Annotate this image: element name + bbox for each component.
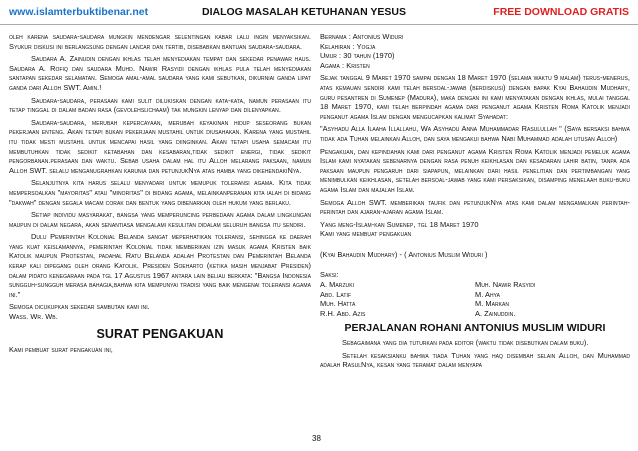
witness-name: M. Ahya — [475, 289, 501, 299]
paragraph: Kami pembuat surat pengakuan ini, — [9, 345, 113, 355]
witness-heading: Saksi: — [320, 270, 339, 280]
left-column — [9, 32, 311, 358]
paragraph: Saudara-saudara, perasaan kami sulit dilukiskan dengan kata-kata, namun perasaan itu tetap tinggal di dalam badan rasa (gevolehslichaam) tak mungkin lenyap dan dilenyapkan. — [9, 95, 311, 115]
paragraph: Yang meng-Islam-kan Sumenep, tgl 18 Maret 1970 — [320, 219, 479, 229]
witness-name: Muh. Hatta — [320, 299, 356, 309]
signatories: (Kyai Bahaudin Mudhary) - ( Antonius Muslim Widuri ) — [320, 249, 488, 259]
section-heading: PERJALANAN ROHANI ANTONIUS MUSLIM WIDURI — [344, 322, 606, 335]
witness-name: Muh. Nawir Rasyidi — [475, 280, 536, 290]
paragraph: Saudara-saudara, merubah kepercayaan, merubah keyakinan hidup seseorang bukan pekerjaan enteng. Akan tetapi bukan pekerjaan mustahil untuk diusahakan. Karena yang mustahil itu tidak mesti mustahil untuk mencapai hasil yang diinginkan. Akan tetapi usaha semacam itu membutuhkan tidak sedikit ketabahan dan kesabaran,tidak sedikit energi, tidak sedikit pengorbanan.perasaan dan waktu. Sebab usaha dalam hal itu Alloh melarang paksaan, namun Alloh SWT. selalu menganugrahkan karunia dan petunjukNya atas hamba yang dikehendakiNya. — [9, 117, 311, 175]
witness-name: A. Zainuddin. — [475, 308, 516, 318]
paragraph: Pengakuan, dan kepindahan kami dari penganut agama Kristen Roma Katolik menjadi pemeluk agama Islam kami nyatakan sebenarnya dengan rasa penuh keikhlasan dan kesadaran lahir batin, tanpa ada paksaan maupun pengaruh dari siapapun, melainkan dari hasil penelitian dan pertimbangan yang menimbulkan keikhlasan, setelah bersoal-jawab yang kami persaksikan, disamping menelaah buku-buku agama Islam dan majalah Islam. — [320, 146, 630, 194]
document-title: DIALOG MASALAH KETUHANAN YESUS — [202, 6, 406, 18]
closing-greeting: Wass. Wr. Wb. — [9, 312, 58, 322]
paragraph: Semoga dicukupkan sekedar sambutan kami ini. — [9, 302, 150, 312]
paragraph: Saudara A. Zainudin dengan ikhlas telah menyediakan tempat dan sekedar penawar haus. Saudara A. Rofiq dan saudara Muhd. Nawir Rasyidi dengan ikhlas pula telah menyediakan santapan sekedar selamatan. Semoga amal-amal saudara yang kami sebutkan, dikurniai ganda lipat ganda dari Alloh SWT. Amin.! — [9, 54, 311, 92]
paragraph: Dulu Pemerintah Kolonial Belanda sangat meperhatikan toleransi, sehingga ke daerah yang kuat keislamannya, pemerintah Kolonial tidak memberikan izin masuk agama Kristen baik Katolik maupun Protestan, padahal Ratu Belanda adalah Protestan dan Pemerintah Belanda kerap kali dipegang oleh orang Katolik. Presiden Soeharto (ketika masih menjabat Presiden) dalam pidato kenegaraan pada tgl 17 Agustus 1967 antara lain beliau berkata: "Bangsa Indonesia sungguh-sungguh merasa bahagia,bahwa kita mempunyai tradisi yang baik mengenai toleransi agama ini." — [9, 232, 311, 299]
page-number: 38 — [312, 434, 321, 443]
witness-name: M. Markan — [475, 299, 510, 309]
section-heading: SURAT PENGAKUAN — [96, 326, 224, 341]
paragraph: Sebagaimana yang dia tuturkan pada editor (waktu tidak disebutkan dalam buku). — [342, 338, 589, 348]
page-header — [0, 0, 638, 25]
bio-line: Kelahiran : Yogja — [320, 41, 376, 51]
witness-name: Abd. Latif — [320, 289, 352, 299]
paragraph: Selanjutnya kita harus selalu menyadari untuk memupuk toleransi agama. Kita tidak mempersoalkan "mayoritas" atau "minoritas" di bidang agama, melainkanperanan kita ialah di bidang "dakwah" dengan segala macam corak dan bentuk yang dibenarkan oleh hukum yang berlaku. — [9, 178, 311, 207]
witness-row — [320, 309, 630, 319]
website-link[interactable]: www.islamterbuktibenar.net — [9, 6, 149, 18]
paragraph: oleh karena saudara-saudara mungkin mendengar selentingan kabar lalu ingin menyaksikan. Syukur diskusi ini berlangsung dengan lancar dan tertib, disebabkan bantuan saudara-saudara. — [9, 32, 311, 51]
bio-line: Agama : Kristen — [320, 60, 370, 70]
paragraph: Semoga Alloh SWT. memberikan taufik dan petunjukNya atas kami dalam mengamalkan perintah-perintah dan ajaran-ajaran agama Islam. — [320, 197, 630, 217]
witness-name: R.H. Abd. Azis — [320, 308, 366, 318]
bio-line: Bernama : Antonius Widuri — [320, 32, 404, 41]
witness-row — [320, 280, 630, 290]
witness-row — [320, 290, 630, 300]
paragraph: Setelah kesaksianku bahwa tiada Tuhan yang haq disembah selain Alloh, dan Muhammad adalah RasulNya, kesan yang teramat dalam menyapa — [320, 350, 630, 370]
bio-line: Umur : 30 tahun (1970) — [320, 51, 395, 61]
witness-row — [320, 299, 630, 309]
witness-name: A. Marzuki — [320, 280, 355, 290]
paragraph: Sejak tanggal 9 Maret 1970 sampai dengan 18 Maret 1970 (selama waktu 9 malam) terus-menerus, atas kemauan sendiri kami telah bersoal-jawab (berdiskusi) dengan bapak Kyai Bahaudin Mudhary, guru pesantren di Sumenep (Madura), maka dengan ini kami menyatakan dengan ikhlas, mulai tanggal 18 Maret 1970, kami telah berpindah agama dari penganut agama Kristen Roma Katolik menjadi penganut agama Islam dengan mengucapkan kalimat Syahadat: — [320, 73, 630, 121]
shahada-paragraph: "Asyhadu Alla Ilaaha Illallahu, Wa Asyhadu Anna Muhammadar Rasulullah " (Saya bersaksi bahwa tidak ada Tuhan melainkan Alloh, dan saya mengakui bahwa Nabi Muhammad adalah utusan Alloh) — [320, 124, 630, 143]
paragraph: Kami yang membuat pengakuan — [320, 229, 412, 239]
right-column — [320, 32, 630, 373]
paragraph: Setiap individu masyarakat, bangsa yang memperuncing perbedaan agama dalam lingkungan maupun di dalam negara, akan senantiasa mengalami kesulitan didalam seluruh bangsa itu sendiri. — [9, 210, 311, 229]
free-download-label[interactable]: FREE DOWNLOAD GRATIS — [493, 6, 629, 18]
